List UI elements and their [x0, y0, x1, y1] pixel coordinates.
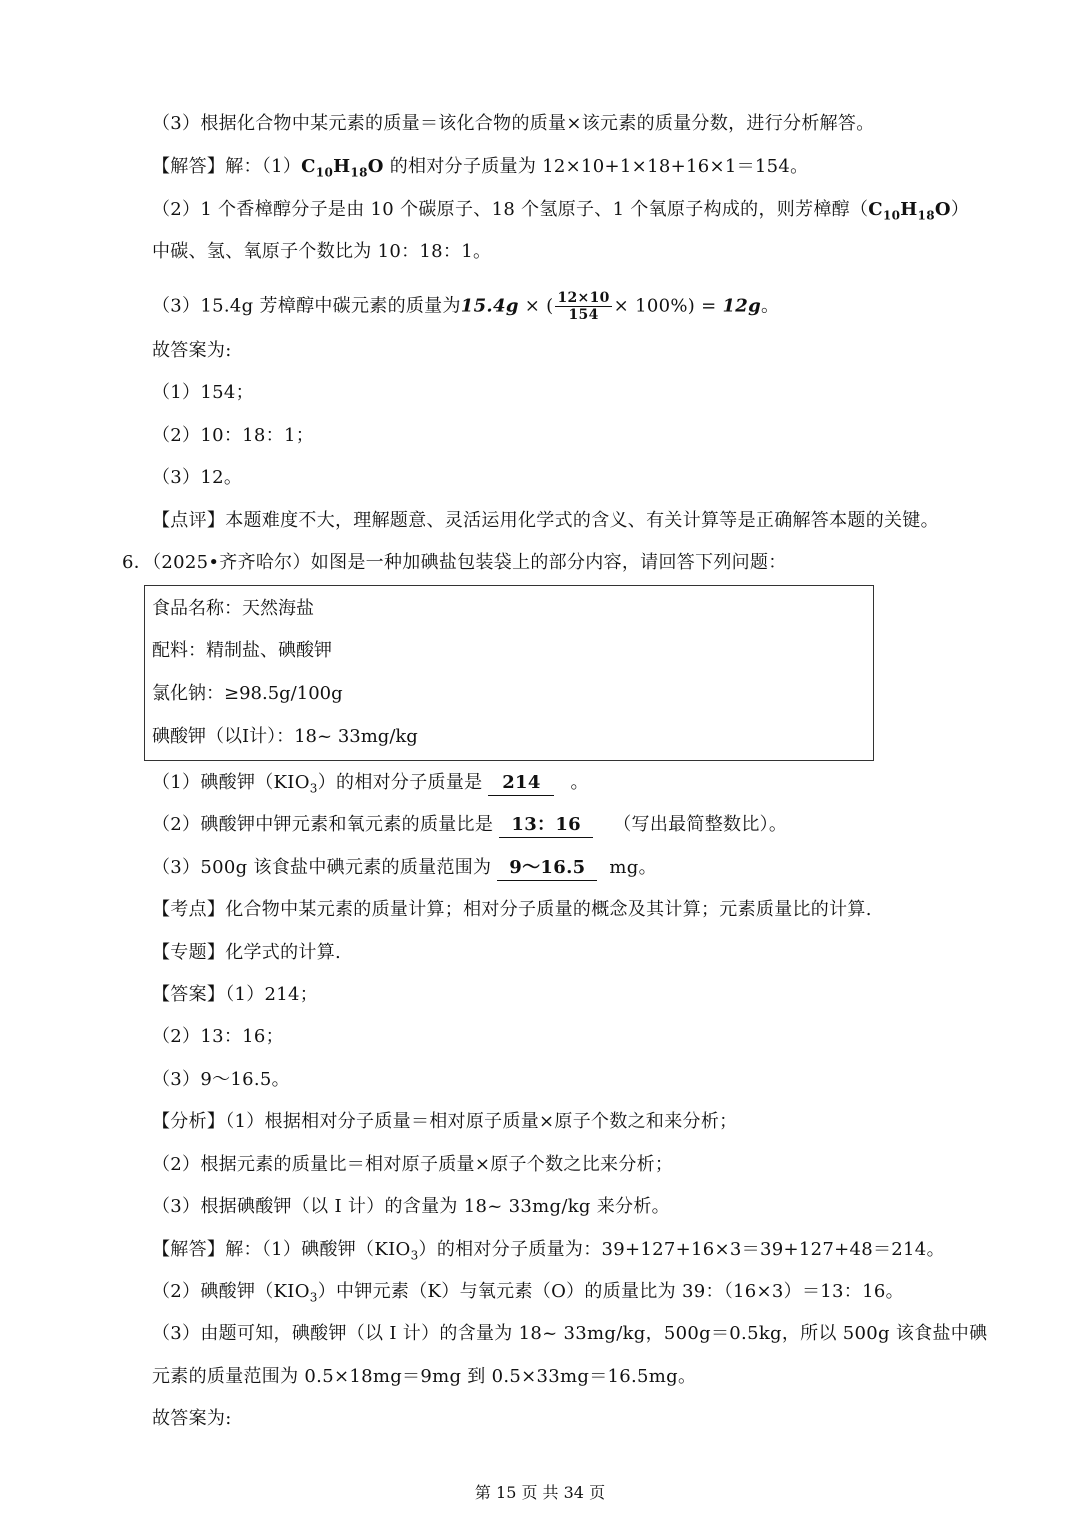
solution-line-3: （3）由题可知，碘酸钾（以 I 计）的含量为 18~ 33mg/kg，500g＝0.5kg，所以 500g 该食盐中碘 — [152, 1323, 988, 1344]
answer-line-1: 【答案】（1）214； — [152, 984, 319, 1005]
prev-answer-3: （3）12。 — [152, 467, 243, 488]
prev-solution-line-1: 【解答】解：$(1)C_{10}H_{18}O$ 的相对分子质量为 12×10+1×18+16×1＝154。 — [152, 156, 809, 180]
prev-line-1: （3）根据化合物中某元素的质量＝该化合物的质量×该元素的质量分数，进行分析解答。 — [152, 113, 875, 134]
prev-review: 【点评】本题难度不大，理解题意、灵活运用化学式的含义、有关计算等是正确解答本题的关键。 — [152, 510, 939, 531]
zhuanti: 【专题】化学式的计算. — [152, 942, 342, 963]
page-footer: 第 15 页 共 34 页 — [474, 1483, 606, 1502]
answer-intro: 故答案为: — [152, 1408, 232, 1429]
answer-blank-1: 214 — [488, 771, 554, 796]
answer-blank-2: 13：16 — [499, 813, 593, 838]
prev-answer-intro: 故答案为: — [152, 340, 232, 361]
label-food-name: 食品名称：天然海盐 — [152, 598, 314, 619]
question-6-part-1: （1）碘酸钾$(KIO_3)$的相对分子质量是 214 。 — [152, 772, 589, 796]
prev-solution-line-3: 中碳、氢、氧原子个数比为 10：18：1。 — [152, 241, 492, 262]
prev-formula-line: （3）15.4g 芳樟醇中碳元素的质量为15.4g × ( $\frac{12\times 10}{154}$ × 100%) = 12g。 — [152, 290, 780, 323]
question-6-title: 6．（2025•齐齐哈尔）如图是一种加碘盐包装袋上的部分内容，请回答下列问题： — [122, 552, 787, 573]
solution-line-1: 【解答】解：（1）碘酸钾$(KIO_3)$的相对分子质量为：39+127+16×3＝39+127+48＝214。 — [152, 1239, 945, 1263]
answer-line-3: （3）9～16.5。 — [152, 1069, 290, 1090]
fraction: $\frac{12\times 10}{154}$ — [557, 290, 610, 323]
question-6-part-3: （3）500g 该食盐中碘元素的质量范围为 9～16.5 mg。 — [152, 856, 657, 881]
analysis-line-2: （2）根据元素的质量比＝相对原子质量×原子个数之比来分析； — [152, 1154, 674, 1175]
salt-label-box — [144, 585, 874, 761]
label-kio3: 碘酸钾（以Ⅰ计）：18~ 33mg/kg — [152, 726, 418, 747]
analysis-line-1: 【分析】（1）根据相对分子质量＝相对原子质量×原子个数之和来分析； — [152, 1111, 738, 1132]
solution-line-2: （2）碘酸钾$(KIO_3)$中钾元素（K）与氧元素（O）的质量比为 39：（16×3）＝13：16。 — [152, 1281, 904, 1305]
question-6-part-2: （2）碘酸钾中钾元素和氧元素的质量比是 13：16 （写出最简整数比）。 — [152, 813, 787, 838]
kaodian: 【考点】化合物中某元素的质量计算；相对分子质量的概念及其计算；元素质量比的计算. — [152, 899, 872, 920]
prev-answer-1: （1）154； — [152, 382, 254, 403]
prev-solution-line-2: （2）1 个香樟醇分子是由 10 个碳原子、18 个氢原子、1 个氧原子构成的，则芳樟醇$(C_{10}H_{18}O)$ — [152, 199, 970, 223]
label-ingredients: 配料：精制盐、碘酸钾 — [152, 640, 332, 661]
answer-line-2: （2）13：16； — [152, 1026, 284, 1047]
solution-line-4: 元素的质量范围为 0.5×18mg＝9mg 到 0.5×33mg＝16.5mg。 — [152, 1366, 697, 1387]
label-nacl: 氯化钠：≥98.5g/100g — [152, 683, 343, 704]
analysis-line-3: （3）根据碘酸钾（以 I 计）的含量为 18~ 33mg/kg 来分析。 — [152, 1196, 670, 1217]
prev-answer-2: （2）10：18：1； — [152, 425, 315, 446]
answer-blank-3: 9～16.5 — [497, 856, 597, 881]
